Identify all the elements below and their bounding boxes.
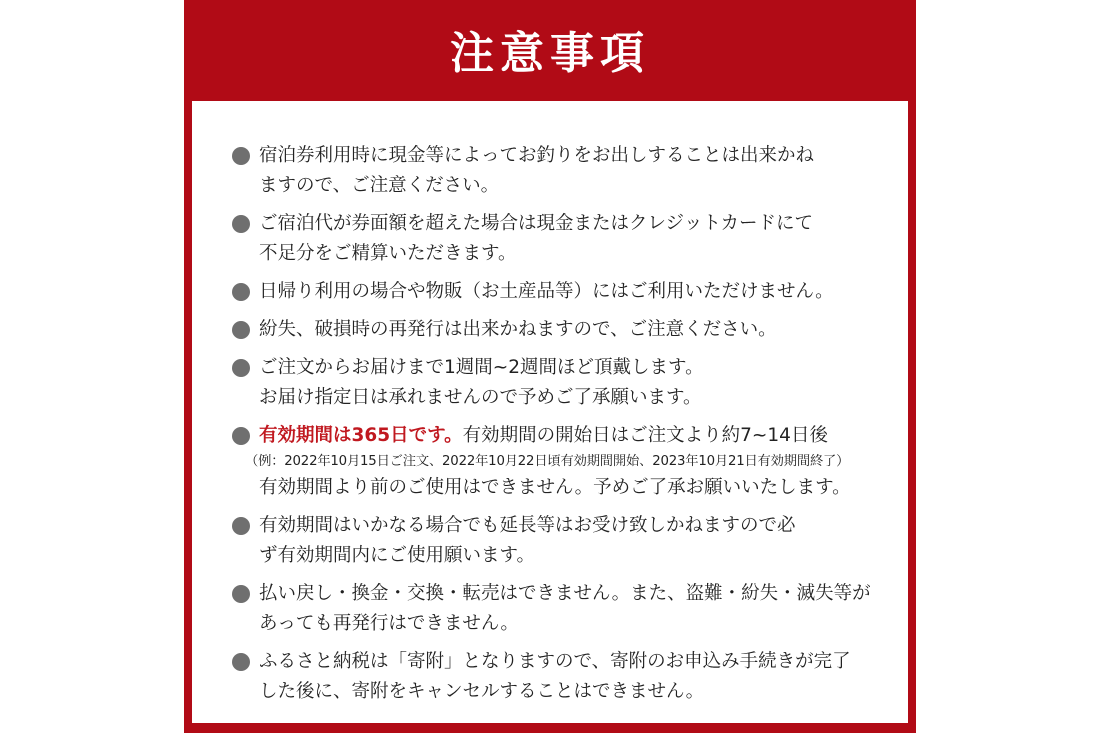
- notice-item-day-use: [232, 277, 900, 307]
- notice-line: ず有効期間内にご使用願います。: [259, 545, 536, 566]
- validity-highlight: 有効期間は365日です。: [259, 425, 463, 446]
- bullet-icon: [232, 147, 250, 165]
- bullet-icon: [232, 283, 250, 301]
- validity-start-text: 有効期間の開始日はご注文より約7~14日後: [462, 425, 828, 446]
- notice-line: あっても再発行はできません。: [259, 613, 519, 634]
- notice-item-donation: [232, 647, 900, 707]
- notice-item-refund: [232, 579, 900, 639]
- bullet-icon: [232, 653, 250, 671]
- notice-line: した後に、寄附をキャンセルすることはできません。: [259, 681, 705, 702]
- notice-item-extension: [232, 511, 900, 571]
- bullet-icon: [232, 585, 250, 603]
- notice-item-delivery: [232, 353, 900, 413]
- bullet-icon: [232, 427, 250, 445]
- notice-line: ご注文からお届けまで1週間~2週間ほど頂戴します。: [259, 357, 704, 378]
- notice-line: ますので、ご注意ください。: [259, 175, 500, 196]
- notice-frame: [184, 0, 916, 733]
- notice-panel: [192, 101, 908, 723]
- notice-item-validity: [232, 421, 900, 503]
- notice-line: お届け指定日は承れませんので予めご了承願います。: [259, 387, 702, 408]
- notice-line: ご宿泊代が券面額を超えた場合は現金またはクレジットカードにて: [259, 213, 813, 234]
- notice-line: 紛失、破損時の再発行は出来かねますので、ご注意ください。: [259, 319, 777, 340]
- notice-line: 払い戻し・換金・交換・転売はできません。また、盗難・紛失・滅失等が: [259, 583, 871, 604]
- notice-item-loss: [232, 315, 900, 345]
- notice-line: 有効期間はいかなる場合でも延長等はお受け致しかねますので必: [259, 515, 796, 536]
- notice-item-change: [232, 141, 900, 201]
- bullet-icon: [232, 517, 250, 535]
- notice-line: ふるさと納税は「寄附」となりますので、寄附のお申込み手続きが完了: [259, 651, 851, 672]
- notice-line: 日帰り利用の場合や物販（お土産品等）にはご利用いただけません。: [259, 281, 834, 302]
- validity-example: （例：2022年10月15日ご注文、2022年10月22日頃有効期間開始、2023年10月21日有効期間終了）: [245, 454, 850, 469]
- notice-item-excess-payment: [232, 209, 900, 269]
- notice-line: [259, 421, 900, 451]
- page-title: 注意事項: [450, 28, 650, 79]
- notice-line: 宿泊券利用時に現金等によってお釣りをお出しすることは出来かね: [259, 145, 815, 166]
- bullet-icon: [232, 215, 250, 233]
- notice-line: 不足分をご精算いただきます。: [259, 243, 517, 264]
- bullet-icon: [232, 359, 250, 377]
- notice-list: [232, 141, 900, 715]
- notice-line: 有効期間より前のご使用はできません。予めご了承お願いいたします。: [259, 477, 851, 498]
- bullet-icon: [232, 321, 250, 339]
